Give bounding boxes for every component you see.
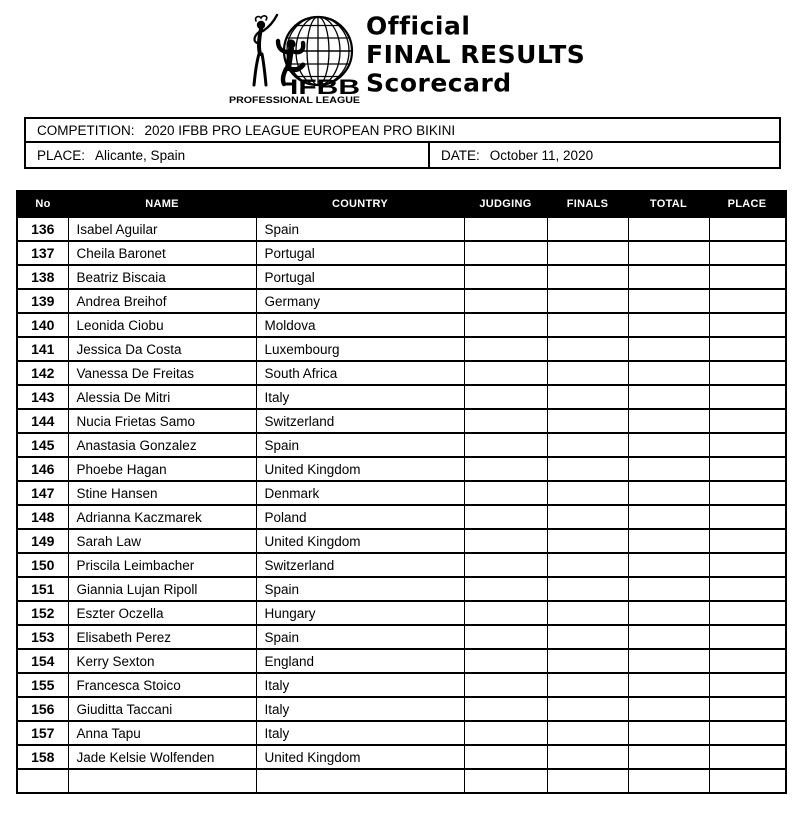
place-date-row xyxy=(26,143,779,167)
logo-org-text: IFBB xyxy=(290,76,360,99)
row-judging xyxy=(464,721,547,745)
row-no: 151 xyxy=(17,577,68,601)
row-country: South Africa xyxy=(256,361,464,385)
row-no: 145 xyxy=(17,433,68,457)
row-no: 153 xyxy=(17,625,68,649)
row-total xyxy=(628,265,709,289)
competition-label: COMPETITION: xyxy=(37,122,135,138)
row-judging xyxy=(464,529,547,553)
row-total xyxy=(628,385,709,409)
row-finals xyxy=(547,361,628,385)
row-country xyxy=(256,769,464,793)
row-no: 149 xyxy=(17,529,68,553)
table-row xyxy=(17,313,786,337)
row-judging xyxy=(464,241,547,265)
row-place xyxy=(709,649,786,673)
row-finals xyxy=(547,265,628,289)
row-country: Italy xyxy=(256,721,464,745)
row-no: 146 xyxy=(17,457,68,481)
row-name: Francesca Stoico xyxy=(68,673,256,697)
row-total xyxy=(628,241,709,265)
results-table-body xyxy=(17,217,786,793)
table-row xyxy=(17,433,786,457)
row-place xyxy=(709,697,786,721)
row-finals xyxy=(547,337,628,361)
row-judging xyxy=(464,433,547,457)
row-place xyxy=(709,337,786,361)
row-judging xyxy=(464,481,547,505)
col-header-no: No xyxy=(17,191,68,217)
row-finals xyxy=(547,385,628,409)
date-cell xyxy=(430,143,779,167)
row-name: Priscila Leimbacher xyxy=(68,553,256,577)
col-header-total: TOTAL xyxy=(628,191,709,217)
row-place xyxy=(709,385,786,409)
row-finals xyxy=(547,553,628,577)
row-finals xyxy=(547,457,628,481)
row-name: Leonida Ciobu xyxy=(68,313,256,337)
row-place xyxy=(709,577,786,601)
row-total xyxy=(628,529,709,553)
ifbb-logo xyxy=(228,8,362,104)
row-name: Beatriz Biscaia xyxy=(68,265,256,289)
row-judging xyxy=(464,649,547,673)
row-finals xyxy=(547,769,628,793)
table-row xyxy=(17,385,786,409)
table-row xyxy=(17,217,786,241)
date-label: DATE: xyxy=(441,147,480,163)
row-no: 141 xyxy=(17,337,68,361)
row-country: Italy xyxy=(256,385,464,409)
row-total xyxy=(628,481,709,505)
table-row xyxy=(17,457,786,481)
row-finals xyxy=(547,721,628,745)
date-value: October 11, 2020 xyxy=(489,147,594,163)
table-row xyxy=(17,409,786,433)
row-no: 140 xyxy=(17,313,68,337)
row-total xyxy=(628,577,709,601)
table-row xyxy=(17,697,786,721)
row-country: Spain xyxy=(256,625,464,649)
row-name: Isabel Aguilar xyxy=(68,217,256,241)
row-name: Phoebe Hagan xyxy=(68,457,256,481)
row-finals xyxy=(547,577,628,601)
row-no: 156 xyxy=(17,697,68,721)
row-finals xyxy=(547,289,628,313)
table-row xyxy=(17,529,786,553)
row-judging xyxy=(464,337,547,361)
row-place xyxy=(709,553,786,577)
row-name: Nucia Frietas Samo xyxy=(68,409,256,433)
row-place xyxy=(709,457,786,481)
place-cell xyxy=(26,143,430,167)
row-total xyxy=(628,601,709,625)
row-country: United Kingdom xyxy=(256,529,464,553)
col-header-country: COUNTRY xyxy=(256,191,464,217)
row-place xyxy=(709,625,786,649)
female-figure-icon xyxy=(254,15,277,85)
row-total xyxy=(628,649,709,673)
row-total xyxy=(628,553,709,577)
row-total xyxy=(628,313,709,337)
competition-info-box xyxy=(24,117,781,169)
table-row xyxy=(17,553,786,577)
table-row xyxy=(17,481,786,505)
row-judging xyxy=(464,409,547,433)
row-place xyxy=(709,217,786,241)
table-row xyxy=(17,505,786,529)
row-name: Vanessa De Freitas xyxy=(68,361,256,385)
row-total xyxy=(628,457,709,481)
row-judging xyxy=(464,673,547,697)
col-header-finals: FINALS xyxy=(547,191,628,217)
row-country: Switzerland xyxy=(256,409,464,433)
row-place xyxy=(709,409,786,433)
row-place xyxy=(709,505,786,529)
row-no: 138 xyxy=(17,265,68,289)
row-judging xyxy=(464,577,547,601)
row-judging xyxy=(464,601,547,625)
row-judging xyxy=(464,313,547,337)
row-name: Elisabeth Perez xyxy=(68,625,256,649)
table-row xyxy=(17,361,786,385)
row-place xyxy=(709,769,786,793)
row-country: Portugal xyxy=(256,265,464,289)
row-total xyxy=(628,769,709,793)
row-finals xyxy=(547,241,628,265)
row-judging xyxy=(464,745,547,769)
row-country: Spain xyxy=(256,433,464,457)
row-place xyxy=(709,481,786,505)
row-finals xyxy=(547,697,628,721)
row-country: Luxembourg xyxy=(256,337,464,361)
row-country: Italy xyxy=(256,697,464,721)
row-no xyxy=(17,769,68,793)
title-line-3: Scorecard xyxy=(366,68,512,98)
row-name xyxy=(68,769,256,793)
row-name: Sarah Law xyxy=(68,529,256,553)
row-country: Hungary xyxy=(256,601,464,625)
row-name: Jessica Da Costa xyxy=(68,337,256,361)
row-total xyxy=(628,433,709,457)
row-place xyxy=(709,433,786,457)
row-name: Jade Kelsie Wolfenden xyxy=(68,745,256,769)
results-table xyxy=(16,190,787,794)
competition-row xyxy=(26,119,779,143)
row-total xyxy=(628,337,709,361)
row-no: 155 xyxy=(17,673,68,697)
row-judging xyxy=(464,457,547,481)
row-finals xyxy=(547,481,628,505)
row-name: Anna Tapu xyxy=(68,721,256,745)
title-line-2: FINAL RESULTS xyxy=(366,40,586,69)
row-place xyxy=(709,529,786,553)
row-finals xyxy=(547,649,628,673)
row-finals xyxy=(547,745,628,769)
row-country: Germany xyxy=(256,289,464,313)
table-row xyxy=(17,241,786,265)
row-name: Giuditta Taccani xyxy=(68,697,256,721)
row-finals xyxy=(547,217,628,241)
row-place xyxy=(709,361,786,385)
col-header-name: NAME xyxy=(68,191,256,217)
row-total xyxy=(628,721,709,745)
row-finals xyxy=(547,673,628,697)
row-no: 137 xyxy=(17,241,68,265)
row-finals xyxy=(547,601,628,625)
row-name: Adrianna Kaczmarek xyxy=(68,505,256,529)
row-place xyxy=(709,601,786,625)
row-judging xyxy=(464,265,547,289)
row-place xyxy=(709,673,786,697)
place-value: Alicante, Spain xyxy=(95,147,186,163)
row-finals xyxy=(547,625,628,649)
title-line-1: Official xyxy=(366,11,471,41)
row-judging xyxy=(464,553,547,577)
row-finals xyxy=(547,529,628,553)
row-no: 144 xyxy=(17,409,68,433)
row-total xyxy=(628,625,709,649)
table-row xyxy=(17,769,786,793)
row-place xyxy=(709,313,786,337)
row-country: Spain xyxy=(256,577,464,601)
row-no: 158 xyxy=(17,745,68,769)
table-row xyxy=(17,745,786,769)
results-table-header xyxy=(17,191,786,217)
col-header-place: PLACE xyxy=(709,191,786,217)
row-no: 154 xyxy=(17,649,68,673)
row-judging xyxy=(464,505,547,529)
row-place xyxy=(709,289,786,313)
row-no: 136 xyxy=(17,217,68,241)
col-header-judging: JUDGING xyxy=(464,191,547,217)
row-total xyxy=(628,745,709,769)
row-no: 157 xyxy=(17,721,68,745)
logo-league-text: PROFESSIONAL LEAGUE xyxy=(229,95,360,104)
table-row xyxy=(17,625,786,649)
row-name: Giannia Lujan Ripoll xyxy=(68,577,256,601)
row-country: Portugal xyxy=(256,241,464,265)
row-finals xyxy=(547,409,628,433)
row-no: 139 xyxy=(17,289,68,313)
row-finals xyxy=(547,313,628,337)
row-name: Kerry Sexton xyxy=(68,649,256,673)
document-title xyxy=(366,12,585,97)
table-row xyxy=(17,289,786,313)
row-name: Anastasia Gonzalez xyxy=(68,433,256,457)
table-row xyxy=(17,673,786,697)
row-country: Denmark xyxy=(256,481,464,505)
row-country: Italy xyxy=(256,673,464,697)
row-total xyxy=(628,289,709,313)
row-judging xyxy=(464,625,547,649)
table-row xyxy=(17,265,786,289)
row-no: 143 xyxy=(17,385,68,409)
row-no: 148 xyxy=(17,505,68,529)
row-name: Eszter Oczella xyxy=(68,601,256,625)
row-judging xyxy=(464,697,547,721)
row-place xyxy=(709,721,786,745)
row-total xyxy=(628,505,709,529)
place-label: PLACE: xyxy=(37,147,86,163)
row-judging xyxy=(464,361,547,385)
row-total xyxy=(628,217,709,241)
row-total xyxy=(628,697,709,721)
row-name: Alessia De Mitri xyxy=(68,385,256,409)
row-total xyxy=(628,673,709,697)
table-row xyxy=(17,577,786,601)
table-row xyxy=(17,601,786,625)
row-judging xyxy=(464,769,547,793)
row-place xyxy=(709,265,786,289)
table-row xyxy=(17,721,786,745)
row-name: Cheila Baronet xyxy=(68,241,256,265)
table-row xyxy=(17,337,786,361)
row-country: England xyxy=(256,649,464,673)
row-country: United Kingdom xyxy=(256,745,464,769)
row-country: Poland xyxy=(256,505,464,529)
row-judging xyxy=(464,385,547,409)
row-judging xyxy=(464,289,547,313)
row-judging xyxy=(464,217,547,241)
row-total xyxy=(628,361,709,385)
row-finals xyxy=(547,433,628,457)
row-country: Switzerland xyxy=(256,553,464,577)
row-name: Andrea Breihof xyxy=(68,289,256,313)
row-country: Moldova xyxy=(256,313,464,337)
row-finals xyxy=(547,505,628,529)
competition-value: 2020 IFBB PRO LEAGUE EUROPEAN PRO BIKINI xyxy=(144,122,456,138)
row-no: 152 xyxy=(17,601,68,625)
row-no: 150 xyxy=(17,553,68,577)
table-row xyxy=(17,649,786,673)
row-place xyxy=(709,745,786,769)
row-place xyxy=(709,241,786,265)
row-total xyxy=(628,409,709,433)
row-no: 147 xyxy=(17,481,68,505)
row-name: Stine Hansen xyxy=(68,481,256,505)
row-no: 142 xyxy=(17,361,68,385)
row-country: Spain xyxy=(256,217,464,241)
ifbb-logo-graphic xyxy=(228,8,362,104)
row-country: United Kingdom xyxy=(256,457,464,481)
